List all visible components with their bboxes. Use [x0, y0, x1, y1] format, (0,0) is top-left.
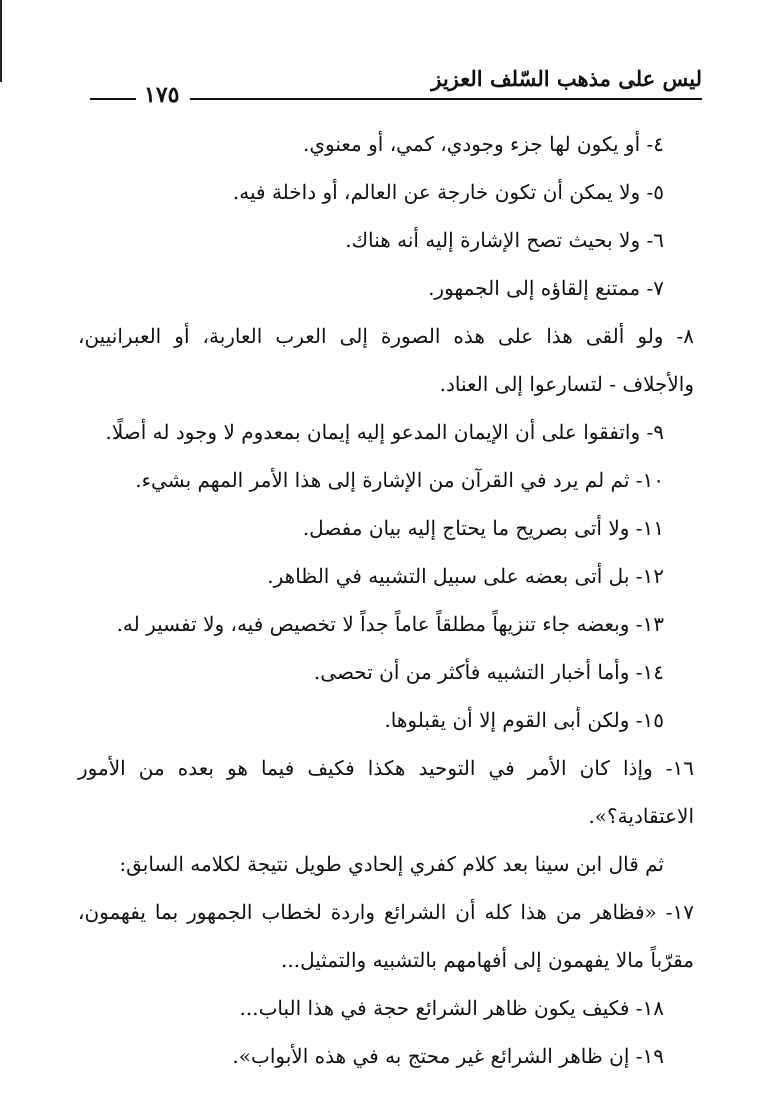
paragraph: ٧- ممتنع إلقاؤه إلى الجمهور. — [428, 276, 664, 300]
header-rule — [190, 98, 702, 100]
paragraph: ٨- ولو ألقى هذا على هذه الصورة إلى العرب العاربة، أو العبرانيين، والأجلاف - لتسارعوا إلى العناد. — [78, 324, 694, 396]
paragraph: ٦- ولا بحيث تصح الإشارة إليه أنه هناك. — [345, 228, 664, 252]
paragraph: ٩- واتفقوا على أن الإيمان المدعو إليه إيمان بمعدوم لا وجود له أصلًا. — [105, 420, 664, 444]
paragraph: ١٦- وإذا كان الأمر في التوحيد هكذا فكيف فيما هو بعده من الأمور الاعتقادية؟». — [78, 756, 694, 828]
paragraph: ١١- ولا أتى بصريح ما يحتاج إليه بيان مفصل. — [302, 516, 664, 540]
text-body — [78, 120, 694, 1080]
header-title: ليس على مذهب السّلف العزيز — [431, 66, 702, 91]
page-edge-mark — [0, 0, 2, 82]
paragraph: ١٤- وأما أخبار التشبيه فأكثر من أن تحصى. — [313, 660, 664, 684]
paragraph: ١٠- ثم لم يرد في القرآن من الإشارة إلى هذا الأمر المهم بشيء. — [135, 468, 664, 492]
paragraph: ثم قال ابن سينا بعد كلام كفري إلحادي طويل نتيجة لكلامه السابق: — [119, 852, 664, 876]
paragraph: ٥- ولا يمكن أن تكون خارجة عن العالم، أو داخلة فيه. — [232, 180, 664, 204]
paragraph: ١٧- «فظاهر من هذا كله أن الشرائع واردة لخطاب الجمهور بما يفهمون، مقرّباً مالا يفهمون إلى أفهامهم بالتشبيه والتمثيل... — [78, 900, 694, 972]
paragraph: ١٣- وبعضه جاء تنزيهاً مطلقاً عاماً جداً لا تخصيص فيه، ولا تفسير له. — [116, 612, 664, 636]
page-number: ١٧٥ — [144, 82, 180, 108]
running-header — [80, 62, 702, 106]
header-rule-left — [90, 98, 136, 100]
paragraph: ٤- أو يكون لها جزء وجودي، كمي، أو معنوي. — [303, 132, 664, 156]
paragraph: ١٨- فكيف يكون ظاهر الشرائع حجة في هذا الباب... — [239, 996, 664, 1020]
paragraph: ١٩- إن ظاهر الشرائع غير محتج به في هذه الأبواب». — [232, 1044, 664, 1068]
paragraph: ١٢- بل أتى بعضه على سبيل التشبيه في الظاهر. — [267, 564, 664, 588]
paragraph: ١٥- ولكن أبى القوم إلا أن يقبلوها. — [384, 708, 664, 732]
